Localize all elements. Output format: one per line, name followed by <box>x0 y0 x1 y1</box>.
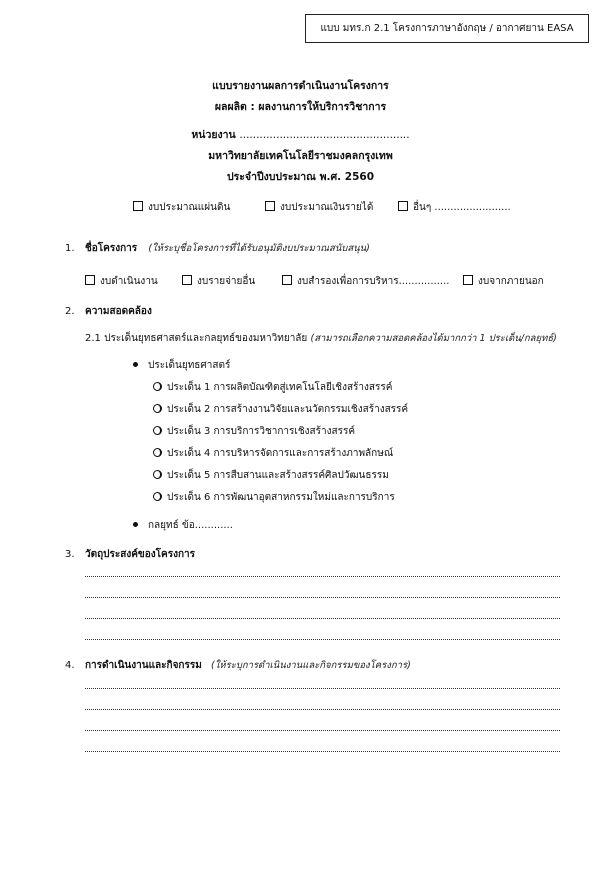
section-1-heading: 1. ชื่อโครงการ (ให้ระบุชื่อโครงการที่ได้รับอนุมัติงบประมาณสนับสนุน) <box>65 243 370 254</box>
section-1-note: (ให้ระบุชื่อโครงการที่ได้รับอนุมัติงบประมาณสนับสนุน) <box>148 243 370 254</box>
budget-option-national[interactable]: งบประมาณแผ่นดิน <box>133 200 230 215</box>
activity-line-1[interactable] <box>85 688 560 689</box>
checkbox-icon[interactable] <box>463 275 473 285</box>
section-2-1-note: (สามารถเลือกความสอดคล้องได้มากกว่า 1 ประเด็น/กลยุทธ์) <box>310 333 557 344</box>
activity-line-4[interactable] <box>85 751 560 752</box>
strategy-issue-4[interactable]: ประเด็น 4 การบริหารจัดการและการสร้างภาพลักษณ์ <box>153 446 393 461</box>
tactic-field[interactable]: กลยุทธ์ ข้อ............ <box>148 520 233 531</box>
section-2-title: ความสอดคล้อง <box>85 306 152 317</box>
section-4-heading: 4. การดำเนินงานและกิจกรรม (ให้ระบุการดำเนินงานและกิจกรรมของโครงการ) <box>65 660 411 671</box>
strategy-issue-2[interactable]: ประเด็น 2 การสร้างงานวิจัยและนวัตกรรมเชิงสร้างสรรค์ <box>153 402 408 417</box>
fiscal-year: ประจำปีงบประมาณ พ.ศ. 2560 <box>226 171 375 183</box>
section-2-1-heading: 2.1 ประเด็นยุทธศาสตร์และกลยุทธ์ของมหาวิทยาลัย (สามารถเลือกความสอดคล้องได้มากกว่า 1 ประเด็น/กลยุทธ์) <box>85 333 557 344</box>
checkbox-icon[interactable] <box>265 201 275 211</box>
strategy-issue-5[interactable]: ประเด็น 5 การสืบสานและสร้างสรรค์ศิลปวัฒนธรรม <box>153 468 389 483</box>
section-3-title: วัตถุประสงค์ของโครงการ <box>85 549 196 560</box>
checkbox-icon[interactable] <box>182 275 192 285</box>
radio-circle-icon[interactable] <box>153 470 162 479</box>
budget-option-income[interactable]: งบประมาณเงินรายได้ <box>265 200 373 215</box>
section-3-heading: 3. วัตถุประสงค์ของโครงการ <box>65 549 196 560</box>
unit-label: หน่วยงาน <box>191 129 236 141</box>
checkbox-icon[interactable] <box>282 275 292 285</box>
radio-circle-icon[interactable] <box>153 426 162 435</box>
objective-line-2[interactable] <box>85 597 560 598</box>
objective-line-4[interactable] <box>85 639 560 640</box>
project-budget-option-external[interactable]: งบจากภายนอก <box>463 274 544 289</box>
radio-circle-icon[interactable] <box>153 492 162 501</box>
bullet-icon <box>133 362 138 367</box>
activity-line-2[interactable] <box>85 709 560 710</box>
strategy-issue-1[interactable]: ประเด็น 1 การผลิตบัณฑิตสู่เทคโนโลยีเชิงสร้างสรรค์ <box>153 380 392 395</box>
radio-circle-icon[interactable] <box>153 404 162 413</box>
strategy-issue-3[interactable]: ประเด็น 3 การบริการวิชาการเชิงสร้างสรรค์ <box>153 424 355 439</box>
strategy-issue-6[interactable]: ประเด็น 6 การพัฒนาอุตสาหกรรมใหม่และการบริการ <box>153 490 395 505</box>
strategy-heading: ประเด็นยุทธศาสตร์ <box>133 358 230 373</box>
activity-line-3[interactable] <box>85 730 560 731</box>
form-code-box <box>305 14 589 43</box>
form-code-text: แบบ มทร.ก 2.1 โครงการภาษาอังกฤษ / อากาศยาน EASA <box>320 23 574 34</box>
objective-line-3[interactable] <box>85 618 560 619</box>
section-2-1-title: ประเด็นยุทธศาสตร์และกลยุทธ์ของมหาวิทยาลัย <box>104 333 308 344</box>
project-budget-option-other-expense[interactable]: งบรายจ่ายอื่น <box>182 274 255 289</box>
radio-circle-icon[interactable] <box>153 382 162 391</box>
unit-line <box>0 126 601 143</box>
budget-option-other[interactable]: อื่นๆ ........................ <box>398 200 511 215</box>
objective-line-1[interactable] <box>85 576 560 577</box>
tactic-item <box>133 518 233 533</box>
report-title: แบบรายงานผลการดำเนินงานโครงการ <box>212 80 389 92</box>
output-title: ผลผลิต : ผลงานการให้บริการวิชาการ <box>214 101 387 113</box>
project-budget-option-operation[interactable]: งบดำเนินงาน <box>85 274 158 289</box>
project-budget-option-reserve[interactable]: งบสำรองเพื่อการบริหาร................ <box>282 274 449 289</box>
section-1-title: ชื่อโครงการ <box>85 243 138 254</box>
university-name: มหาวิทยาลัยเทคโนโลยีราชมงคลกรุงเทพ <box>208 150 393 162</box>
checkbox-icon[interactable] <box>398 201 408 211</box>
checkbox-icon[interactable] <box>85 275 95 285</box>
unit-field[interactable]: ................................................... <box>239 129 410 141</box>
section-2-heading: 2. ความสอดคล้อง <box>65 306 152 317</box>
section-4-note: (ให้ระบุการดำเนินงานและกิจกรรมของโครงการ) <box>211 660 411 671</box>
bullet-icon <box>133 522 138 527</box>
radio-circle-icon[interactable] <box>153 448 162 457</box>
section-4-title: การดำเนินงานและกิจกรรม <box>85 660 202 671</box>
checkbox-icon[interactable] <box>133 201 143 211</box>
